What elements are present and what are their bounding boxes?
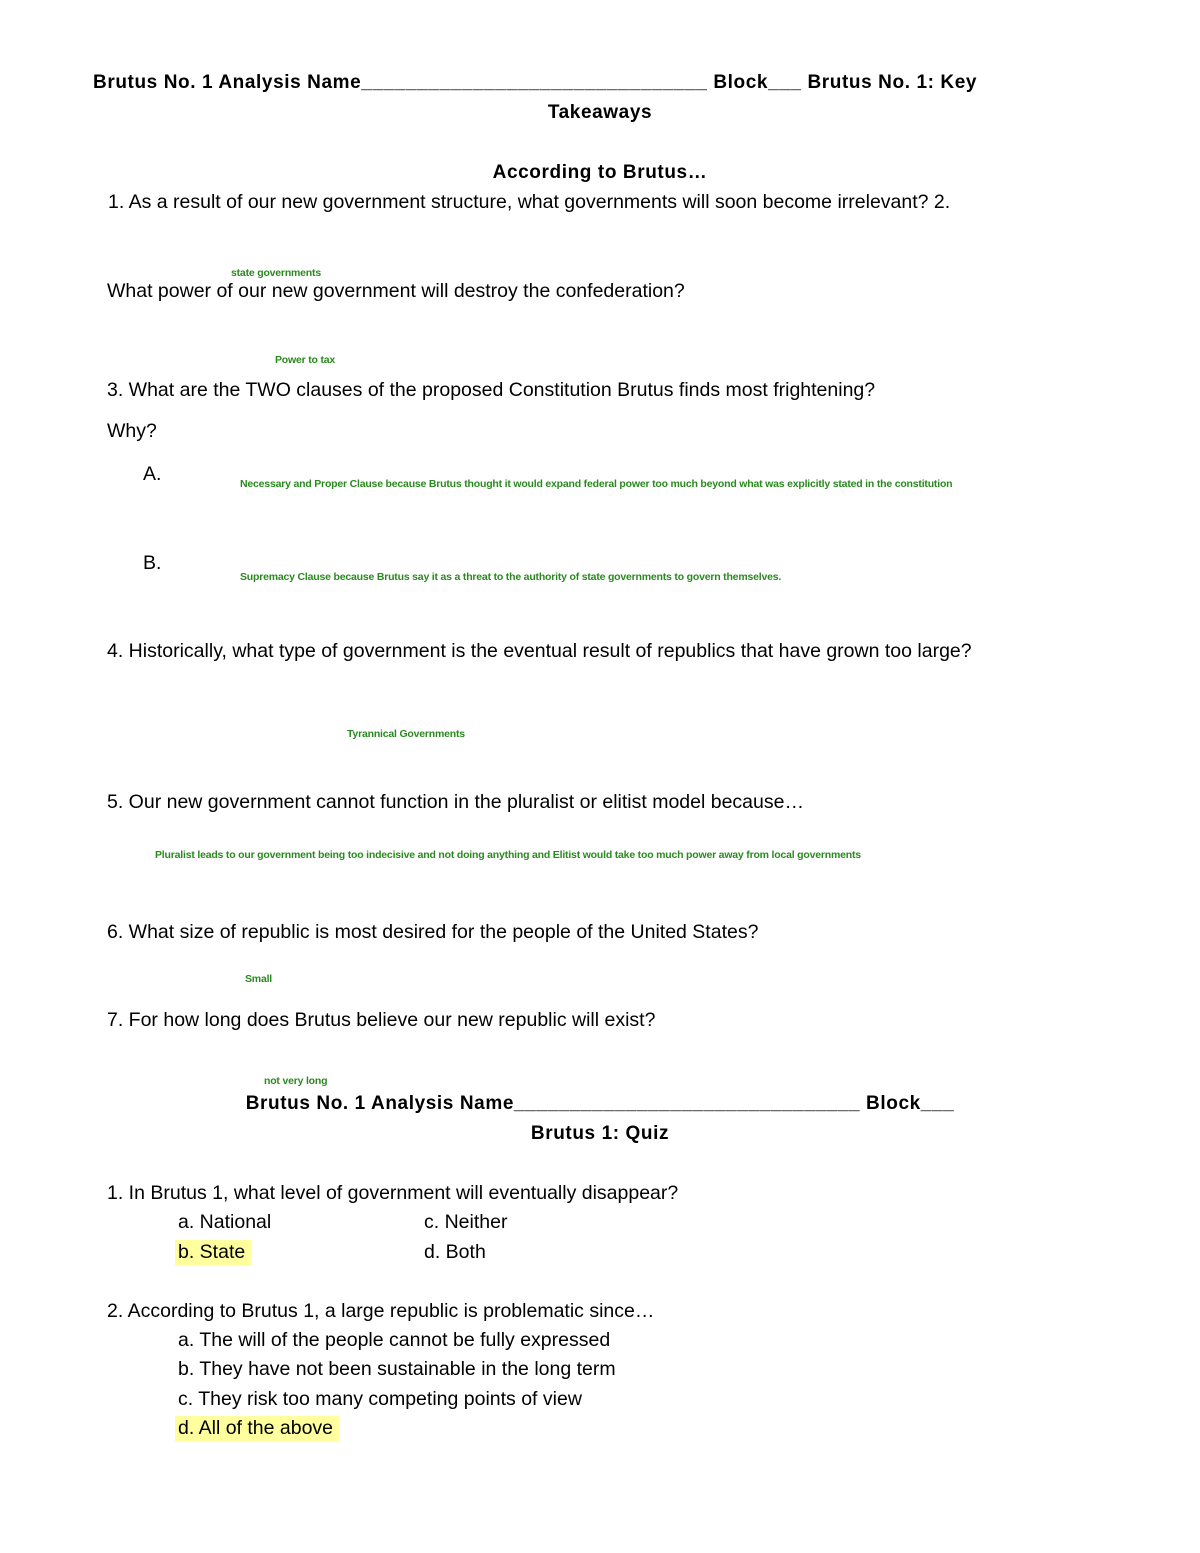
answer-3a: Necessary and Proper Clause because Brutus thought it would expand federal power too much beyond what was explicitly stated in the constitution xyxy=(240,478,953,490)
quiz-1-option-b-highlighted xyxy=(178,1241,251,1264)
question-5: 5. Our new government cannot function in the pluralist or elitist model because… xyxy=(107,791,804,813)
highlight: b. State xyxy=(175,1240,251,1266)
answer-3b: Supremacy Clause because Brutus say it as a threat to the authority of state governments to govern themselves. xyxy=(240,571,782,583)
question-6: 6. What size of republic is most desired for the people of the United States? xyxy=(107,921,759,943)
worksheet-header-line2: Takeaways xyxy=(547,102,653,123)
question-4: 4. Historically, what type of government is the eventual result of republics that have grown too large? xyxy=(107,640,972,662)
answer-1: state governments xyxy=(231,267,321,279)
section-title: According to Brutus… xyxy=(492,162,708,183)
quiz-title: Brutus 1: Quiz xyxy=(530,1123,670,1144)
quiz-header-line1: Brutus No. 1 Analysis Name_______________________________ Block___ xyxy=(245,1093,955,1114)
quiz-1-option-a: a. National xyxy=(178,1211,272,1233)
question-3-a-label: A. xyxy=(143,463,162,485)
quiz-question-2: 2. According to Brutus 1, a large republic is problematic since… xyxy=(107,1300,655,1322)
answer-7: not very long xyxy=(264,1075,328,1087)
question-3: 3. What are the TWO clauses of the proposed Constitution Brutus finds most frightening? xyxy=(107,379,876,401)
question-7: 7. For how long does Brutus believe our new republic will exist? xyxy=(107,1009,656,1031)
question-2: What power of our new government will destroy the confederation? xyxy=(107,280,685,302)
highlight: d. All of the above xyxy=(175,1416,339,1442)
quiz-1-option-c: c. Neither xyxy=(424,1211,508,1233)
answer-6: Small xyxy=(245,973,273,985)
quiz-2-option-a: a. The will of the people cannot be fully expressed xyxy=(178,1329,611,1351)
worksheet-header-line1: Brutus No. 1 Analysis Name_______________________________ Block___ Brutus No. 1: Key xyxy=(93,72,978,93)
answer-4: Tyrannical Governments xyxy=(347,728,465,740)
question-1: 1. As a result of our new government structure, what governments will soon become irrelevant? 2. xyxy=(108,191,951,213)
answer-2: Power to tax xyxy=(275,354,336,366)
question-3-b-label: B. xyxy=(143,552,162,574)
quiz-question-1: 1. In Brutus 1, what level of government will eventually disappear? xyxy=(107,1182,679,1204)
answer-5: Pluralist leads to our government being too indecisive and not doing anything and Elitist would take too much power away from local governments xyxy=(155,849,861,861)
quiz-1-option-d: d. Both xyxy=(424,1241,486,1263)
quiz-2-option-c: c. They risk too many competing points of view xyxy=(178,1388,582,1410)
quiz-2-option-d-highlighted xyxy=(178,1417,339,1440)
question-3-why: Why? xyxy=(107,420,157,442)
quiz-2-option-b: b. They have not been sustainable in the long term xyxy=(178,1358,616,1380)
